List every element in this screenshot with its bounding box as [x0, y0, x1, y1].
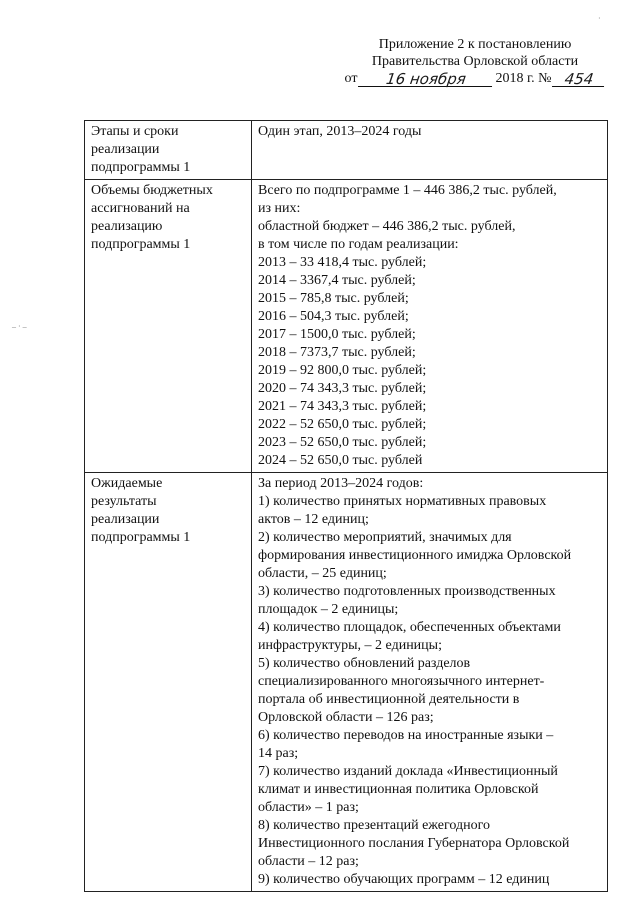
passport-table [84, 120, 608, 892]
row-label-cell [85, 121, 252, 180]
row-value-line: 2) количество мероприятий, значимых для [258, 530, 512, 545]
row-value-line: 7) количество изданий доклада «Инвестиционный [258, 764, 558, 779]
date-prefix: от [344, 71, 358, 86]
row-label-cell [85, 180, 252, 473]
row-value-line: области – 12 раз; [258, 854, 359, 869]
row-value-line: Орловской области – 126 раз; [258, 710, 434, 725]
row-value-line: 4) количество площадок, обеспеченных объектами [258, 620, 561, 635]
scan-speck: · [598, 14, 601, 23]
row-value-line: 2019 – 92 800,0 тыс. рублей; [258, 363, 427, 378]
row-value-line: 2020 – 74 343,3 тыс. рублей; [258, 381, 427, 396]
table-row [85, 473, 608, 892]
row-value-line: площадок – 2 единицы; [258, 602, 399, 617]
row-value-line: 2021 – 74 343,3 тыс. рублей; [258, 399, 427, 414]
row-value-line: 5) количество обновлений разделов [258, 656, 471, 671]
row-value-line: 8) количество презентаций ежегодного [258, 818, 491, 833]
date-suffix: 2018 г. № [495, 71, 552, 86]
row-label-cell [85, 473, 252, 892]
row-value-line: За период 2013–2024 годов: [258, 476, 424, 491]
row-value-line: 1) количество принятых нормативных правовых [258, 494, 547, 509]
row-value-line: Всего по подпрограмме 1 – 446 386,2 тыс. рублей, [258, 183, 557, 198]
row-value-line: 3) количество подготовленных производственных [258, 584, 556, 599]
row-label-line: реализацию [91, 219, 163, 234]
row-value-line: 9) количество обучающих программ – 12 единиц [258, 872, 550, 887]
row-value-line: 2015 – 785,8 тыс. рублей; [258, 291, 409, 306]
row-value-line: областной бюджет – 446 386,2 тыс. рублей, [258, 219, 516, 234]
handwritten-date: 16 ноября [358, 72, 494, 87]
row-value-line: 2018 – 7373,7 тыс. рублей; [258, 345, 416, 360]
row-label-line: реализации [91, 142, 160, 157]
row-value-cell [252, 180, 608, 473]
row-label-line: Ожидаемые [91, 476, 163, 491]
scan-speck: – · – [12, 322, 27, 331]
row-value-line: 14 раз; [258, 746, 299, 761]
row-value-line: в том числе по годам реализации: [258, 237, 459, 252]
row-value-line: 2022 – 52 650,0 тыс. рублей; [258, 417, 427, 432]
row-value-line: из них: [258, 201, 301, 216]
row-value-line: Один этап, 2013–2024 годы [258, 124, 422, 139]
row-value-line: инфраструктуры, – 2 единицы; [258, 638, 442, 653]
row-value-line: 2013 – 33 418,4 тыс. рублей; [258, 255, 427, 270]
row-value-cell [252, 473, 608, 892]
row-label-line: подпрограммы 1 [91, 530, 191, 545]
row-value-line: 2023 – 52 650,0 тыс. рублей; [258, 435, 427, 450]
row-value-line: 2014 – 3367,4 тыс. рублей; [258, 273, 416, 288]
row-value-line: 6) количество переводов на иностранные языки – [258, 728, 554, 743]
row-value-line: портала об инвестиционной деятельности в [258, 692, 520, 707]
row-value-line: Инвестиционного послания Губернатора Орловской [258, 836, 570, 851]
row-label-line: подпрограммы 1 [91, 160, 191, 175]
row-value-line: области, – 25 единиц; [258, 566, 387, 581]
row-label-line: Объемы бюджетных [91, 183, 213, 198]
row-label-line: Этапы и сроки [91, 124, 179, 139]
row-value-line: 2016 – 504,3 тыс. рублей; [258, 309, 409, 324]
header-date-line [330, 70, 620, 87]
row-label-line: подпрограммы 1 [91, 237, 191, 252]
table-row [85, 121, 608, 180]
header-line-2: Правительства Орловской области [371, 54, 579, 69]
table-row [85, 180, 608, 473]
row-value-cell [252, 121, 608, 180]
row-value-line: 2024 – 52 650,0 тыс. рублей [258, 453, 423, 468]
document-header [330, 36, 620, 87]
row-value-line: климат и инвестиционная политика Орловской [258, 782, 539, 797]
header-line-1: Приложение 2 к постановлению [378, 37, 572, 52]
row-value-line: актов – 12 единиц; [258, 512, 369, 527]
row-value-line: формирования инвестиционного имиджа Орловской [258, 548, 572, 563]
row-value-line: области» – 1 раз; [258, 800, 359, 815]
row-value-line: 2017 – 1500,0 тыс. рублей; [258, 327, 416, 342]
row-label-line: реализации [91, 512, 160, 527]
row-value-line: специализированного многоязычного интернет- [258, 674, 545, 689]
row-label-line: результаты [91, 494, 157, 509]
handwritten-number: 454 [552, 72, 606, 87]
row-label-line: ассигнований на [91, 201, 190, 216]
